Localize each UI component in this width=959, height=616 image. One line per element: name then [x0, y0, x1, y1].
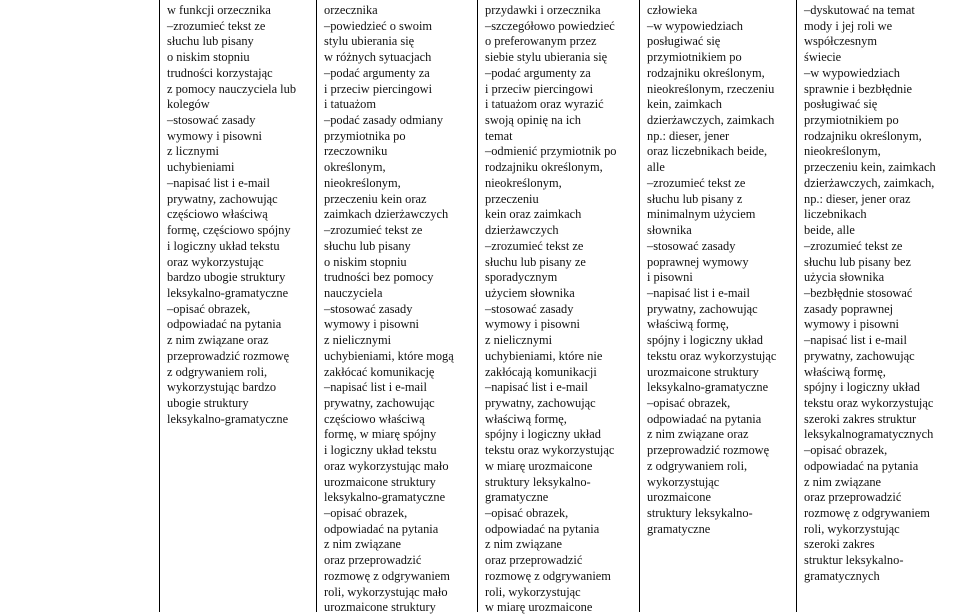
cell-text-line: –stosować zasady: [485, 301, 574, 316]
cell-text-line: i tatuażom oraz wyrazić: [485, 97, 604, 112]
cell-text-line: z nim związane oraz: [167, 333, 269, 348]
cell-text-line: nauczyciela: [324, 285, 383, 300]
cell-text-line: –zrozumieć tekst ze: [324, 223, 423, 238]
cell-text-line: struktury leksykalno-: [647, 506, 753, 520]
cell-text-line: ubogie struktury: [167, 395, 249, 410]
cell-text-line: słuchu lub pisany z: [647, 191, 743, 206]
cell-text-line: rodzajniku określonym,: [647, 65, 765, 80]
cell-text-line: –opisać obrazek,: [804, 443, 888, 458]
cell-text-line: tekstu oraz wykorzystując: [804, 395, 934, 410]
cell-text-line: struktury leksykalno-: [485, 474, 591, 489]
cell-text-line: o preferowanym przez: [485, 34, 597, 49]
cell-text-line: –stosować zasady: [647, 238, 736, 253]
cell-text-line: –opisać obrazek,: [167, 301, 251, 316]
cell-text-line: dzierżawczych: [485, 223, 559, 238]
cell-text-line: –stosować zasady: [324, 301, 413, 316]
cell-text-line: tekstu oraz wykorzystując: [647, 348, 777, 363]
cell-text-line: określonym,: [324, 160, 386, 175]
cell-text-line: i przeciw piercingowi: [324, 81, 433, 96]
cell-text-line: rzeczowniku: [324, 144, 388, 159]
table-border: [316, 0, 317, 612]
cell-text-line: z odgrywaniem roli,: [167, 364, 268, 379]
cell-text-line: użycia słownika: [804, 270, 885, 285]
cell-text-line: roli, wykorzystując mało: [324, 584, 448, 599]
cell-text-line: rodzajniku określonym,: [485, 160, 603, 175]
cell-text-line: –podać argumenty za: [485, 65, 591, 80]
cell-text-line: z nielicznymi: [324, 333, 392, 348]
cell-text-line: z odgrywaniem roli,: [647, 458, 748, 473]
table-cell-grade-5: [647, 3, 793, 537]
cell-text-line: poprawnej wymowy: [647, 254, 749, 269]
cell-text-line: zakłócają komunikacji: [485, 364, 597, 379]
cell-text-line: kein oraz zaimkach: [485, 207, 582, 222]
cell-text-line: leksykalnogramatycznych: [804, 427, 934, 442]
cell-text-line: leksykalno-gramatyczne: [167, 285, 289, 300]
cell-text-line: liczebnikach: [804, 207, 867, 222]
cell-text-line: współczesnym: [804, 34, 877, 49]
cell-text-line: w miarę urozmaicone: [485, 458, 593, 473]
cell-text-line: –dyskutować na temat: [804, 3, 915, 17]
cell-text-line: spójny i logiczny układ: [485, 427, 601, 442]
cell-text-line: wymowy i pisowni: [804, 317, 899, 332]
cell-text-line: z nim związane: [485, 537, 563, 552]
cell-text-line: urozmaicone struktury: [324, 474, 436, 489]
cell-text-line: struktur leksykalno-: [804, 553, 904, 568]
cell-text-line: mody i jej roli we: [804, 18, 893, 33]
cell-text-line: formę, częściowo spójny: [167, 223, 291, 238]
cell-text-line: leksykalno-gramatyczne: [167, 411, 289, 426]
cell-text-line: z pomocy nauczyciela lub: [167, 81, 297, 96]
cell-text-line: i logiczny układ tekstu: [167, 238, 280, 253]
cell-text-line: przeprowadzić rozmowę: [167, 348, 290, 363]
cell-text-line: słuchu lub pisany: [324, 238, 411, 253]
cell-text-line: posługiwać się: [647, 34, 721, 49]
cell-text-line: prywatny, zachowując: [485, 395, 596, 410]
cell-text-line: w funkcji orzecznika: [167, 3, 271, 17]
table-cell-grade-2: [167, 3, 312, 427]
cell-text-line: –powiedzieć o swoim: [324, 18, 433, 33]
cell-text-line: –napisać list i e-mail: [324, 380, 427, 395]
cell-text-line: beide, alle: [804, 223, 855, 238]
cell-text-line: roli, wykorzystując: [804, 521, 900, 536]
cell-text-line: i pisowni: [647, 270, 693, 285]
cell-text-line: leksykalno-gramatyczne: [324, 490, 446, 505]
cell-text-line: wykorzystując bardzo: [167, 380, 277, 395]
cell-text-line: spójny i logiczny układ: [804, 380, 920, 395]
cell-text-line: –stosować zasady: [167, 113, 256, 128]
cell-text-line: gramatyczne: [485, 490, 549, 505]
cell-text-line: trudności korzystając: [167, 65, 273, 80]
cell-text-line: oraz wykorzystując mało: [324, 458, 449, 473]
cell-text-line: –bezbłędnie stosować: [804, 285, 913, 300]
cell-text-line: stylu ubierania się: [324, 34, 415, 49]
cell-text-line: prywatny, zachowując: [647, 301, 758, 316]
cell-text-line: prywatny, zachowując: [167, 191, 278, 206]
cell-text-line: –zrozumieć tekst ze: [804, 238, 903, 253]
cell-text-line: szeroki zakres: [804, 537, 875, 552]
cell-text-line: posługiwać się: [804, 97, 878, 112]
cell-text-line: leksykalno-gramatyczne: [647, 380, 769, 395]
cell-text-line: przymiotnikiem po: [804, 113, 899, 128]
cell-text-line: odpowiadać na pytania: [804, 458, 919, 473]
cell-text-line: przymiotnika po: [324, 128, 406, 143]
cell-text-line: z nielicznymi: [485, 333, 553, 348]
cell-text-line: rozmowę z odgrywaniem: [485, 568, 611, 583]
cell-text-line: szeroki zakres struktur: [804, 411, 917, 426]
cell-text-line: –podać argumenty za: [324, 65, 430, 80]
cell-text-line: nieokreślonym,: [804, 144, 881, 159]
cell-text-line: –napisać list i e-mail: [647, 285, 750, 300]
cell-text-line: nieokreślonym,: [485, 175, 562, 190]
cell-text-line: alle: [647, 160, 665, 175]
cell-text-line: uchybieniami, które nie: [485, 348, 603, 363]
cell-text-line: rozmowę z odgrywaniem: [324, 568, 450, 583]
cell-text-line: i logiczny układ tekstu: [324, 443, 437, 458]
cell-text-line: urozmaicone: [647, 490, 711, 505]
cell-text-line: użyciem słownika: [485, 285, 575, 300]
cell-text-line: z nim związane: [324, 537, 402, 552]
cell-text-line: w miarę urozmaicone: [485, 600, 593, 615]
cell-text-line: –zrozumieć tekst ze: [647, 175, 746, 190]
table-cell-grade-4: [485, 3, 635, 616]
cell-text-line: wymowy i pisowni: [167, 128, 262, 143]
cell-text-line: –zrozumieć tekst ze: [485, 238, 584, 253]
cell-text-line: wymowy i pisowni: [324, 317, 419, 332]
cell-text-line: prywatny, zachowując: [324, 395, 435, 410]
cell-text-line: oraz liczebnikach beide,: [647, 144, 768, 159]
cell-text-line: –opisać obrazek,: [485, 506, 569, 520]
cell-text-line: z nim związane oraz: [647, 427, 749, 442]
cell-text-line: o niskim stopniu: [324, 254, 407, 269]
cell-text-line: urozmaicone struktury: [647, 364, 759, 379]
cell-text-line: –w wypowiedziach: [647, 18, 743, 33]
cell-text-line: kein, zaimkach: [647, 97, 722, 112]
cell-text-line: gramatycznych: [804, 568, 880, 583]
cell-text-line: –w wypowiedziach: [804, 65, 900, 80]
table-border: [159, 0, 160, 612]
cell-text-line: odpowiadać na pytania: [647, 411, 762, 426]
cell-text-line: częściowo właściwą: [324, 411, 425, 426]
cell-text-line: oraz przeprowadzić: [485, 553, 583, 568]
cell-text-line: –napisać list i e-mail: [485, 380, 588, 395]
cell-text-line: nieokreślonym,: [324, 175, 401, 190]
cell-text-line: częściowo właściwą: [167, 207, 268, 222]
cell-text-line: siebie stylu ubierania się: [485, 50, 608, 65]
cell-text-line: kolegów: [167, 97, 210, 112]
table-border: [639, 0, 640, 612]
cell-text-line: np.: dieser, jener oraz: [804, 191, 911, 206]
cell-text-line: –szczegółowo powiedzieć: [485, 18, 615, 33]
cell-text-line: prywatny, zachowując: [804, 348, 915, 363]
cell-text-line: oraz wykorzystując: [167, 254, 264, 269]
cell-text-line: właściwą formę,: [804, 364, 886, 379]
cell-text-line: słownika: [647, 223, 692, 238]
cell-text-line: i tatuażom: [324, 97, 376, 112]
cell-text-line: przeczeniu kein, zaimkach: [804, 160, 936, 175]
cell-text-line: przeprowadzić rozmowę: [647, 443, 770, 458]
cell-text-line: –odmienić przymiotnik po: [485, 144, 617, 159]
cell-text-line: oraz przeprowadzić: [324, 553, 422, 568]
cell-text-line: świecie: [804, 50, 842, 65]
cell-text-line: orzecznika: [324, 3, 378, 17]
cell-text-line: –zrozumieć tekst ze: [167, 18, 266, 33]
cell-text-line: słuchu lub pisany: [167, 34, 254, 49]
cell-text-line: –opisać obrazek,: [647, 395, 731, 410]
cell-text-line: –podać zasady odmiany: [324, 113, 444, 128]
cell-text-line: rozmowę z odgrywaniem: [804, 506, 930, 520]
cell-text-line: z nim związane: [804, 474, 882, 489]
cell-text-line: odpowiadać na pytania: [485, 521, 600, 536]
cell-text-line: przeczeniu kein oraz: [324, 191, 427, 206]
cell-text-line: zasady poprawnej: [804, 301, 894, 316]
cell-text-line: uchybieniami: [167, 160, 235, 175]
cell-text-line: dzierżawczych, zaimkach,: [804, 175, 935, 190]
cell-text-line: odpowiadać na pytania: [324, 521, 439, 536]
cell-text-line: zaimkach dzierżawczych: [324, 207, 449, 222]
cell-text-line: odpowiadać na pytania: [167, 317, 282, 332]
cell-text-line: przydawki i orzecznika: [485, 3, 601, 17]
cell-text-line: dzierżawczych, zaimkach: [647, 113, 775, 128]
cell-text-line: swoją opinię na ich: [485, 113, 582, 128]
cell-text-line: roli, wykorzystując: [485, 584, 581, 599]
cell-text-line: bardzo ubogie struktury: [167, 270, 286, 285]
cell-text-line: minimalnym użyciem: [647, 207, 756, 222]
cell-text-line: np.: dieser, jener: [647, 128, 730, 143]
cell-text-line: wykorzystując: [647, 474, 720, 489]
cell-text-line: tekstu oraz wykorzystując: [485, 443, 615, 458]
cell-text-line: trudności bez pomocy: [324, 270, 434, 285]
cell-text-line: o niskim stopniu: [167, 50, 250, 65]
cell-text-line: –opisać obrazek,: [324, 506, 408, 520]
cell-text-line: słuchu lub pisany bez: [804, 254, 912, 269]
cell-text-line: człowieka: [647, 3, 698, 17]
table-border: [796, 0, 797, 612]
cell-text-line: temat: [485, 128, 513, 143]
cell-text-line: spójny i logiczny układ: [647, 333, 763, 348]
cell-text-line: –napisać list i e-mail: [804, 333, 907, 348]
table-cell-grade-3: [324, 3, 474, 616]
cell-text-line: sprawnie i bezbłędnie: [804, 81, 913, 96]
table-border: [477, 0, 478, 612]
cell-text-line: słuchu lub pisany ze: [485, 254, 586, 269]
cell-text-line: oraz przeprowadzić: [804, 490, 902, 505]
cell-text-line: formę, w miarę spójny: [324, 427, 437, 442]
cell-text-line: przymiotnikiem po: [647, 50, 742, 65]
cell-text-line: wymowy i pisowni: [485, 317, 580, 332]
cell-text-line: właściwą formę,: [647, 317, 729, 332]
cell-text-line: z licznymi: [167, 144, 219, 159]
cell-text-line: w różnych sytuacjach: [324, 50, 432, 65]
table-cell-grade-6: [804, 3, 956, 585]
cell-text-line: rodzajniku określonym,: [804, 128, 922, 143]
cell-text-line: urozmaicone struktury: [324, 600, 436, 615]
cell-text-line: sporadycznym: [485, 270, 558, 285]
cell-text-line: –napisać list i e-mail: [167, 175, 270, 190]
cell-text-line: przeczeniu: [485, 191, 539, 206]
cell-text-line: właściwą formę,: [485, 411, 567, 426]
cell-text-line: i przeciw piercingowi: [485, 81, 594, 96]
cell-text-line: zakłócać komunikację: [324, 364, 435, 379]
cell-text-line: gramatyczne: [647, 521, 711, 536]
cell-text-line: uchybieniami, które mogą: [324, 348, 454, 363]
cell-text-line: nieokreślonym, rzeczeniu: [647, 81, 775, 96]
